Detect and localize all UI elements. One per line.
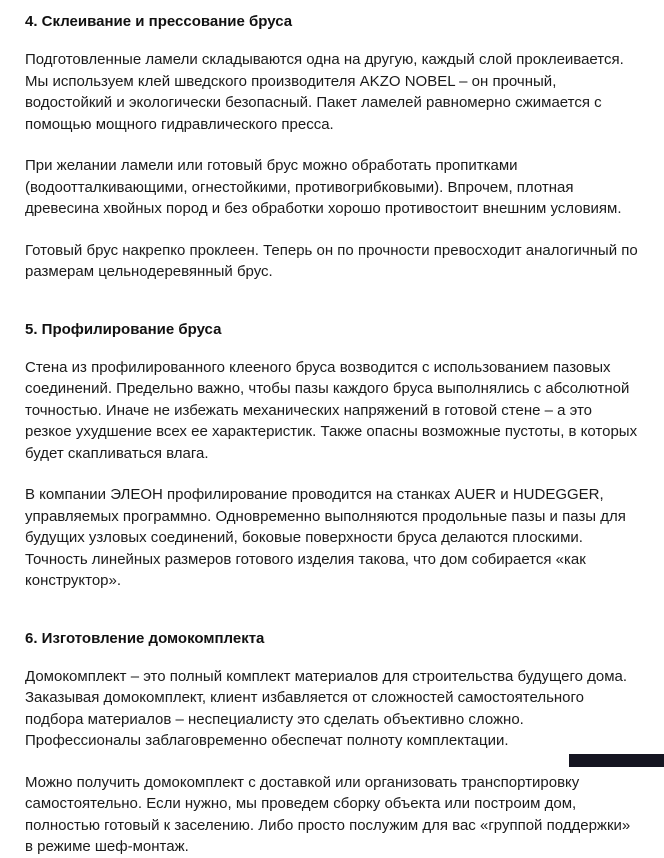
section-heading: 6. Изготовление домокомплекта xyxy=(25,629,265,647)
section-gluing-pressing xyxy=(25,12,639,283)
paragraph: При желании ламели или готовый брус можно обработать пропитками (водоотталкивающими, огнестойкими, противогрибковыми). Впрочем, плотная древесина хвойных пород и без обработки хорошо противостоит внешним условиям. xyxy=(25,157,622,217)
section-profiling xyxy=(25,320,639,592)
section-heading: 4. Склеивание и прессование бруса xyxy=(25,13,293,30)
paragraph: Готовый брус накрепко проклеен. Теперь он по прочности превосходит аналогичный по размерам цельнодеревянный брус. xyxy=(25,241,638,280)
bottom-right-widget[interactable] xyxy=(569,754,664,767)
paragraph: Домокомплект – это полный комплект материалов для строительства будущего дома. Заказывая домокомплект, клиент избавляется от сложностей самостоятельного подбора материалов – неспециалисту это сделать объективно сложно. Профессионалы заблаговременно обеспечат полноту комплектации. xyxy=(25,667,628,749)
paragraph: Стена из профилированного клееного бруса возводится с использованием пазовых соединений. Предельно важно, чтобы пазы каждого бруса выполнялись с абсолютной точностью. Иначе не избежать механических напряжений в готовой стене – а это резкое ухудшение всех ее характеристик. Также опасны возможные пустоты, в которых будет скапливаться влага. xyxy=(25,358,638,462)
section-house-kit xyxy=(25,629,639,858)
paragraph: Можно получить домокомплект с доставкой или организовать транспортировку самостоятельно. Если нужно, мы проведем сборку объекта или построим дом, полностью готовый к заселению. Либо просто послужим для вас «группой поддержки» в режиме шеф-монтаж. xyxy=(25,773,631,855)
section-heading: 5. Профилирование бруса xyxy=(25,320,222,338)
paragraph: Подготовленные ламели складываются одна на другую, каждый слой проклеивается. Мы используем клей шведского производителя AKZO NOBEL – он прочный, водостойкий и экологически безопасный. Пакет ламелей равномерно сжимается с помощью мощного гидравлического пресса. xyxy=(25,51,624,133)
paragraph: В компании ЭЛЕОН профилирование проводится на станках AUER и HUDEGGER, управляемых программно. Одновременно выполняются продольные пазы и пазы для будущих узловых соединений, боковые поверхности бруса делаются плоскими. Точность линейных размеров готового изделия такова, что дом собирается «как конструктор». xyxy=(25,486,626,589)
